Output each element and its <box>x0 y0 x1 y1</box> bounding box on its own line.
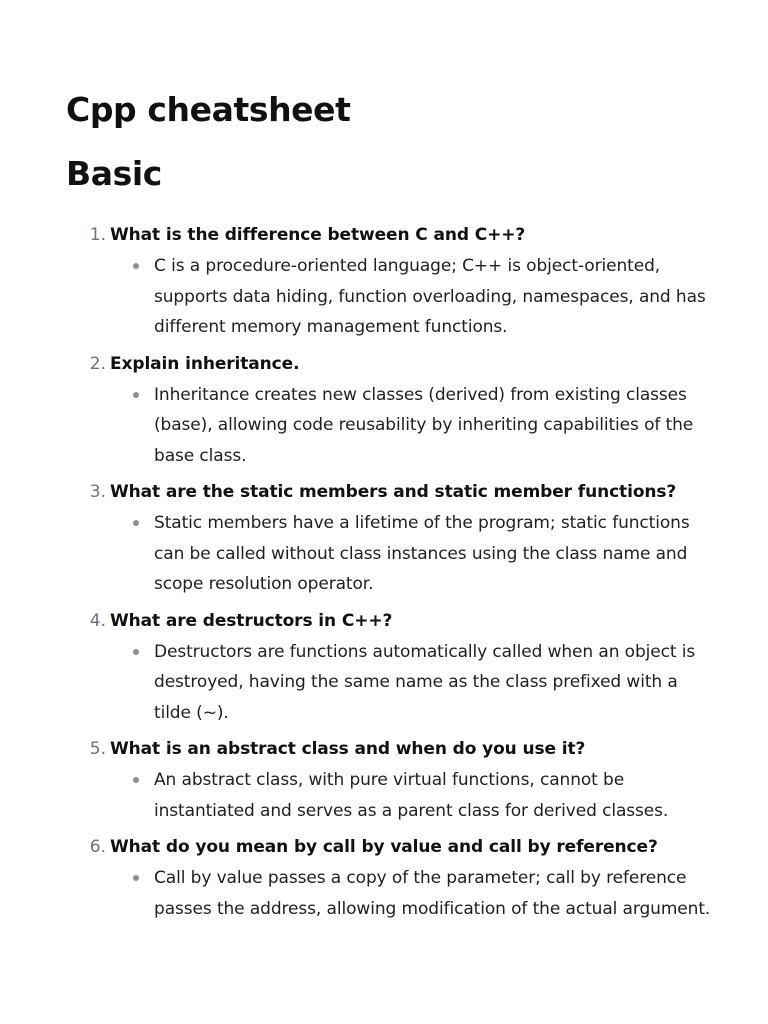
bullet-icon <box>133 777 139 783</box>
answer-text: C is a procedure-oriented language; C++ is object-oriented, supports data hiding, function overloading, namespaces, and has different memory management functions. <box>154 256 706 337</box>
list-item <box>66 606 716 729</box>
bullet-icon <box>133 875 139 881</box>
bullet-icon <box>133 520 139 526</box>
list-item <box>66 220 716 343</box>
answer-text: Destructors are functions automatically called when an object is destroyed, having the same name as the class prefixed with a tilde (~). <box>154 641 696 723</box>
list-item <box>66 734 716 826</box>
item-number: 2. <box>89 353 106 374</box>
question-text: What is an abstract class and when do you use it? <box>110 739 586 759</box>
answer-text: An abstract class, with pure virtual functions, cannot be instantiated and serves as a parent class for derived classes. <box>154 770 669 821</box>
answer-list <box>110 251 716 343</box>
bullet-icon <box>133 263 139 269</box>
item-number: 3. <box>89 482 106 502</box>
answer-item <box>110 508 716 600</box>
answer-item <box>110 637 716 729</box>
item-number: 1. <box>89 225 106 245</box>
item-number: 5. <box>89 739 106 759</box>
answer-item <box>110 863 716 924</box>
question-text: What do you mean by call by value and call by reference? <box>110 837 658 857</box>
section-heading-basic: Basic <box>66 154 162 193</box>
page-title: Cpp cheatsheet <box>66 90 351 129</box>
question-list <box>66 220 716 924</box>
question-text: What are the static members and static member functions? <box>110 482 677 502</box>
list-item <box>66 477 716 600</box>
question-text: Explain inheritance. <box>110 353 300 374</box>
answer-list <box>110 508 716 600</box>
answer-list <box>110 637 716 729</box>
answer-text: Call by value passes a copy of the parameter; call by reference passes the address, allowing modification of the actual argument. <box>154 868 711 919</box>
item-number: 6. <box>89 837 106 857</box>
answer-list <box>110 863 716 924</box>
answer-item <box>110 765 716 826</box>
answer-text: Static members have a lifetime of the program; static functions can be called without class instances using the class name and scope resolution operator. <box>154 513 690 594</box>
item-number: 4. <box>89 610 106 631</box>
list-item <box>66 349 716 472</box>
question-text: What is the difference between C and C++? <box>110 225 526 245</box>
answer-item <box>110 251 716 343</box>
bullet-icon <box>133 649 139 655</box>
answer-list <box>110 765 716 826</box>
question-text: What are destructors in C++? <box>110 610 393 631</box>
list-item <box>66 832 716 924</box>
answer-item <box>110 380 716 472</box>
bullet-icon <box>133 392 139 398</box>
answer-list <box>110 380 716 472</box>
answer-text: Inheritance creates new classes (derived) from existing classes (base), allowing code reusability by inheriting capabilities of the base class. <box>154 384 694 466</box>
document-page <box>66 88 716 930</box>
